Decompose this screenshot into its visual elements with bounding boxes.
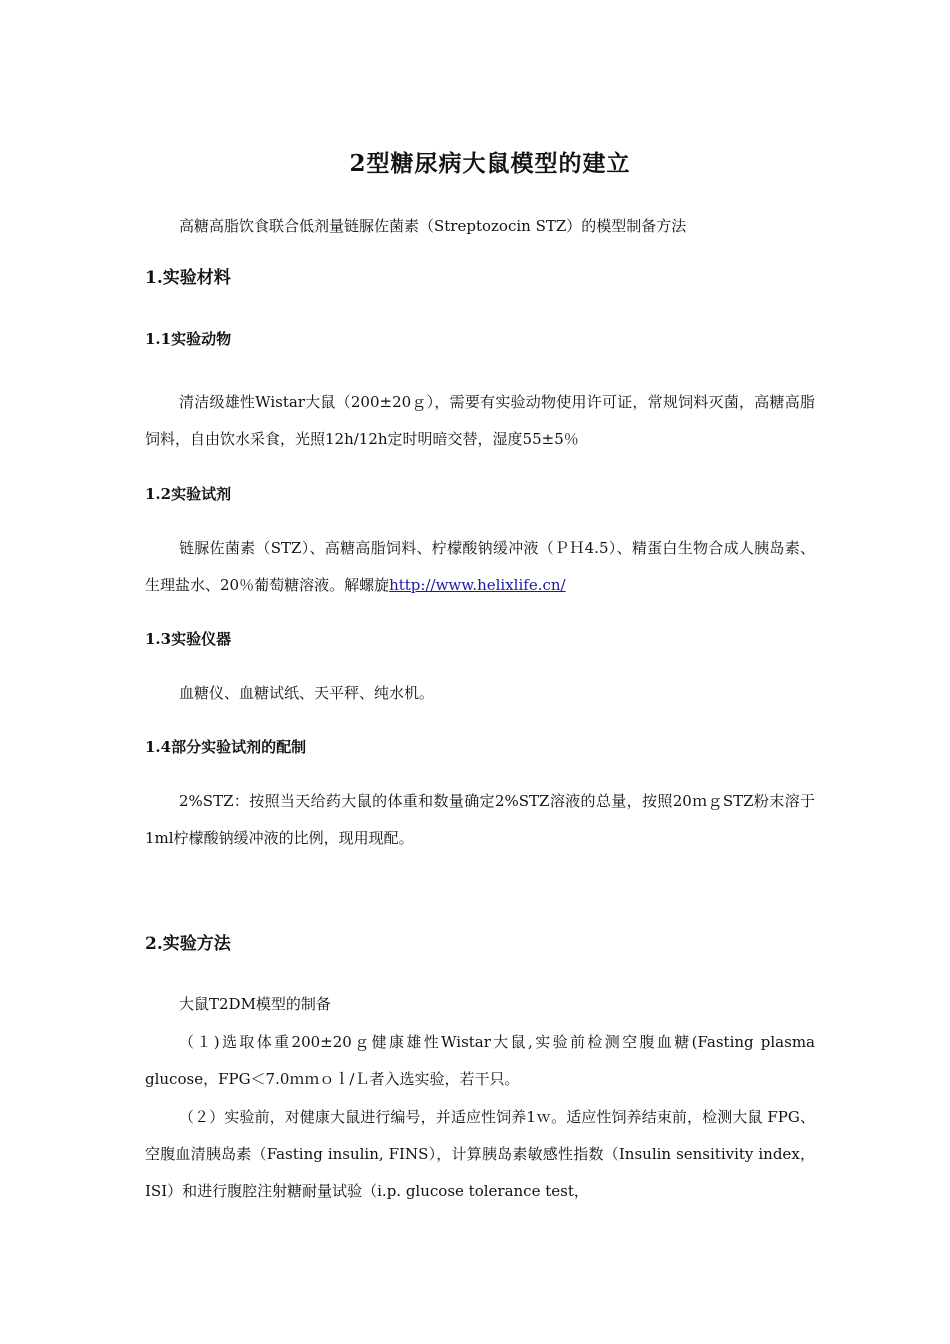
section-2-paragraph-1: （１)选取体重200±20ｇ健康雄性Wistar大鼠,实验前检测空腹血糖(Fasting plasma glucose，FPG＜7.0ｍｍｏｌ/Ｌ者入选实验，若干只。 xyxy=(145,1033,815,1088)
section-1-2-heading: 1.2实验试剂 xyxy=(145,485,232,503)
section-1-1-paragraph: 清洁级雄性Wistar大鼠（200±20ｇ），需要有实验动物使用许可证，常规饲料灭菌，高糖高脂饲料，自由饮水采食，光照12h/12h定时明暗交替，湿度55±5％ xyxy=(145,393,815,448)
section-1-2-text: 链脲佐菌素（STZ）、高糖高脂饲料、柠檬酸钠缓冲液（ＰＨ4.5）、精蛋白生物合成人胰岛素、生理盐水、20％葡萄糖溶液。解螺旋 xyxy=(145,539,815,594)
helixlife-link[interactable]: http://www.helixlife.cn/ xyxy=(389,576,566,594)
section-1-4-heading: 1.4部分实验试剂的配制 xyxy=(145,738,307,756)
document-title: 2型糖尿病大鼠模型的建立 xyxy=(349,150,631,177)
section-1-3-heading: 1.3实验仪器 xyxy=(145,630,232,648)
section-1-1-heading: 1.1实验动物 xyxy=(145,330,232,348)
section-1-3-paragraph: 血糖仪、血糖试纸、天平秤、纯水机。 xyxy=(179,684,435,702)
section-2-intro: 大鼠T2DM模型的制备 xyxy=(179,995,331,1013)
section-2-paragraph-2: （２）实验前，对健康大鼠进行编号，并适应性饲养1ｗ。适应性饲养结束前，检测大鼠 FPG、空腹血清胰岛素（Fasting insulin, FINS），计算胰岛素敏感性指数（Insulin sensitivity index，ISI）和进行腹腔注射糖耐量试验（i.p. glucose tolerance test， xyxy=(145,1108,815,1200)
section-1-heading: 1.实验材料 xyxy=(145,268,231,288)
subtitle-line: 高糖高脂饮食联合低剂量链脲佐菌素（Streptozocin STZ）的模型制备方法 xyxy=(179,217,687,235)
section-2-heading: 2.实验方法 xyxy=(145,934,231,954)
section-1-2-paragraph xyxy=(145,530,815,604)
section-1-4-paragraph: 2%STZ：按照当天给药大鼠的体重和数量确定2%STZ溶液的总量，按照20ｍｇSTZ粉末溶于1ml柠檬酸钠缓冲液的比例，现用现配。 xyxy=(145,792,815,847)
